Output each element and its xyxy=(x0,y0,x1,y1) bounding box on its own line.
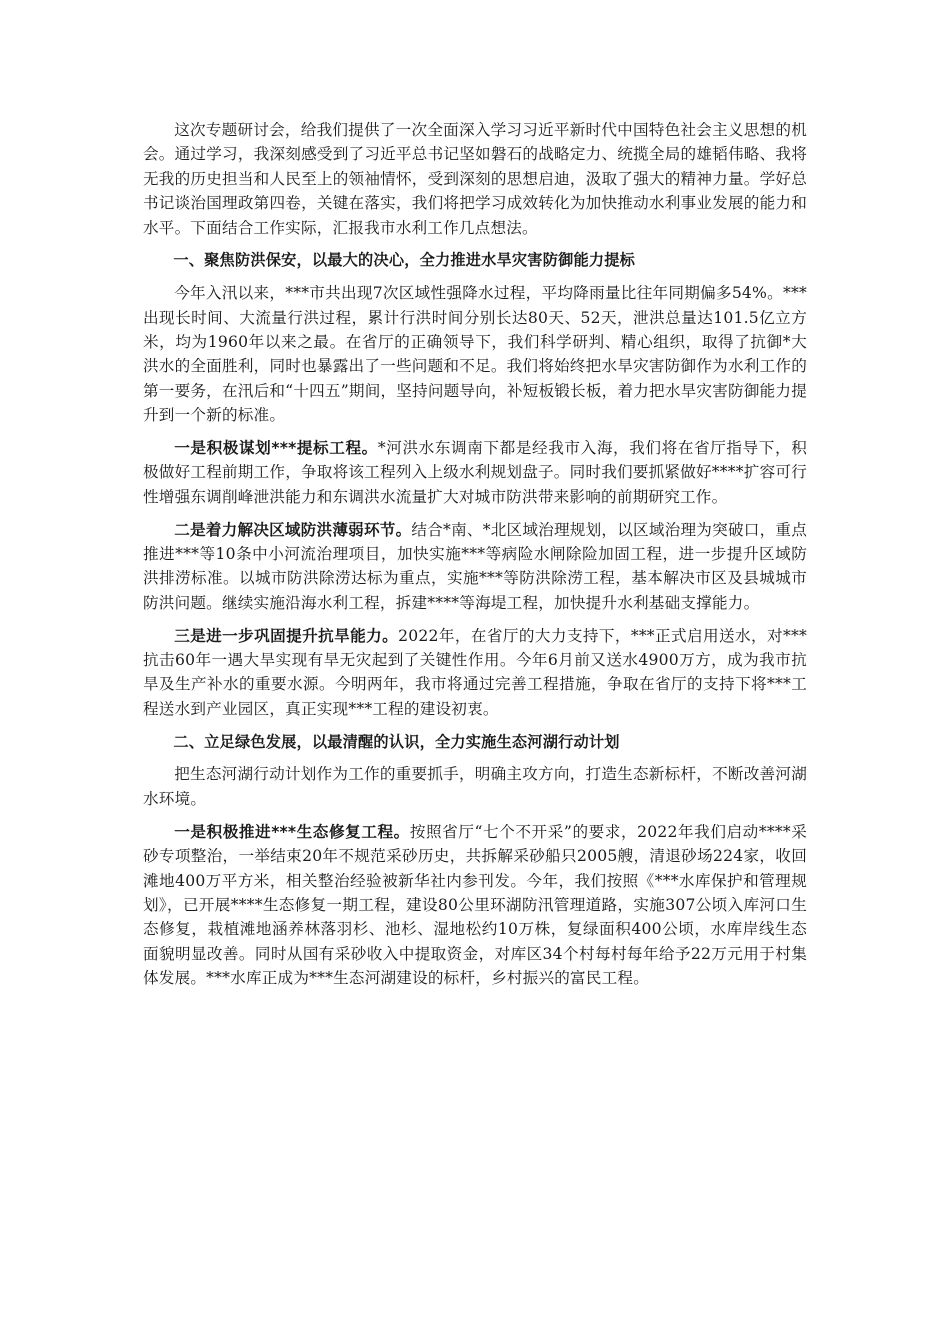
section-2-heading: 二、立足绿色发展，以最清醒的认识，全力实施生态河湖行动计划 xyxy=(173,732,620,751)
section-1-item-1 xyxy=(143,436,807,509)
item-text: *河洪水东调南下都是经我市入海，我们将在省厅指导下，积极做好工程前期工作，争取将该工程列入上级水利规划盘子。同时我们要抓紧做好****扩容可行性增强东调削峰泄洪能力和东调洪水流量扩大对城市防洪带来影响的前期研究工作。 xyxy=(143,439,807,506)
section-1-heading: 一、聚焦防洪保安，以最大的决心，全力推进水旱灾害防御能力提标 xyxy=(173,251,636,270)
document-page xyxy=(143,118,807,999)
item-text: 结合*南、*北区域治理规划，以区域治理为突破口，重点推进***等10条中小河流治理项目，加快实施***等病险水闸除险加固工程，进一步提升区域防洪排涝标准。以城市防洪除涝达标为重点，实施***等防洪除涝工程，基本解决市区及县城城市防洪问题。继续实施沿海水利工程，拆建****等海堤工程，加快提升水利基础支撑能力。 xyxy=(143,520,807,612)
section-1-item-2 xyxy=(143,518,807,616)
item-text: 按照省厅“七个不开采”的要求，2022年我们启动****采砂专项整治，一举结束20年不规范采砂历史，共拆解采砂船只2005艘，清退砂场224家，收回滩地400万平方米，相关整治经验被新华社内参刊发。今年，我们按照《***水库保护和管理规划》，已开展****生态修复一期工程，建设80公里环湖防汛管理道路，实施307公顷入库河口生态修复，栽植滩地涵养林落羽杉、池杉、湿地松约10万株，复绿面积400公顷，水库岸线生态面貌明显改善。同时从国有采砂收入中提取资金，对库区34个村每村每年给予22万元用于村集体发展。***水库正成为***生态河湖建设的标杆，乡村振兴的富民工程。 xyxy=(143,822,807,988)
section-2-intro: 把生态河湖行动计划作为工作的重要抓手，明确主攻方向，打造生态新标杆，不断改善河湖水环境。 xyxy=(143,765,807,808)
intro-paragraph: 这次专题研讨会，给我们提供了一次全面深入学习习近平新时代中国特色社会主义思想的机会。通过学习，我深刻感受到了习近平总书记坚如磐石的战略定力、统揽全局的雄韬伟略、我将无我的历史担当和人民至上的领袖情怀，受到深刻的思想启迪，汲取了强大的精神力量。学好总书记谈治国理政第四卷，关键在落实，我们将把学习成效转化为加快推动水利事业发展的能力和水平。下面结合工作实际，汇报我市水利工作几点想法。 xyxy=(143,121,807,237)
section-1-item-3 xyxy=(143,624,807,722)
item-lead: 一是积极谋划***提标工程。 xyxy=(174,439,378,458)
item-lead: 二是着力解决区域防洪薄弱环节。 xyxy=(174,520,412,539)
section-1-intro: 今年入汛以来，***市共出现7次区域性强降水过程，平均降雨量比往年同期偏多54%。***出现长时间、大流量行洪过程，累计行洪时间分别长达80天、52天，泄洪总量达101.5亿立方米，均为1960年以来之最。在省厅的正确领导下，我们科学研判、精心组织，取得了抗御*大洪水的全面胜利，同时也暴露出了一些问题和不足。我们将始终把水旱灾害防御作为水利工作的第一要务，在汛后和“十四五”期间，坚持问题导向，补短板锻长板，着力把水旱灾害防御能力提升到一个新的标准。 xyxy=(143,284,807,425)
section-2-item-1 xyxy=(143,820,807,991)
item-lead: 三是进一步巩固提升抗旱能力。 xyxy=(174,626,399,645)
item-lead: 一是积极推进***生态修复工程。 xyxy=(174,822,410,841)
item-text: 2022年，在省厅的大力支持下，***正式启用送水，对***抗击60年一遇大旱实现有旱无灾起到了关键性作用。今年6月前又送水4900万方，成为我市抗旱及生产补水的重要水源。今明两年，我市将通过完善工程措施，争取在省厅的支持下将***工程送水到产业园区，真正实现***工程的建设初衷。 xyxy=(143,626,807,718)
